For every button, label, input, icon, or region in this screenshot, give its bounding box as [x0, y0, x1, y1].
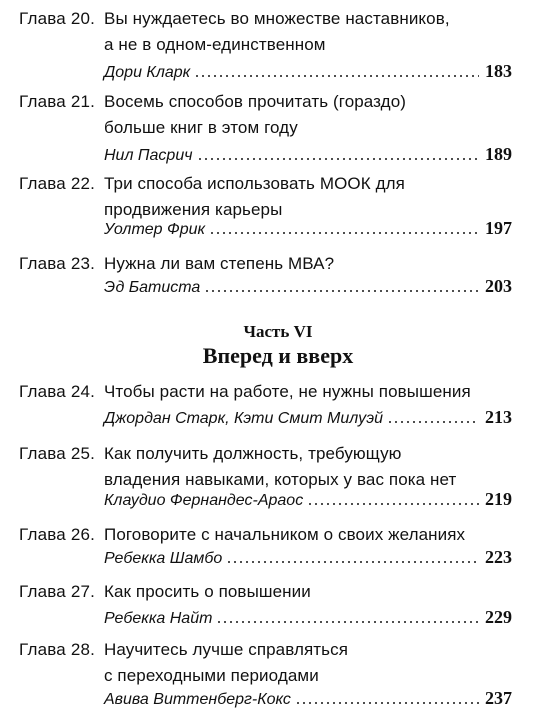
chapter-title-line: владения навыками, которых у вас пока нет — [104, 470, 457, 489]
page-number: 229 — [485, 607, 512, 627]
page-number: 219 — [485, 489, 512, 509]
chapter-title-line: Научитесь лучше справляться — [104, 640, 349, 659]
author-line — [104, 486, 512, 512]
author-line — [104, 404, 512, 430]
page-number: 203 — [485, 276, 512, 296]
part-title: Вперед и вверх — [202, 343, 354, 368]
chapter-number: Глава 21. — [19, 92, 96, 111]
dot-leader — [307, 503, 479, 505]
author-line — [104, 141, 512, 167]
author-line — [104, 544, 512, 570]
chapter-author: Джордан Старк, Кэти Смит Милуэй — [104, 410, 384, 427]
chapter-author: Дори Кларк — [104, 64, 191, 81]
chapter-title-line: Нужна ли вам степень МВА? — [104, 254, 335, 273]
chapter-title-line: а не в одном-единственном — [104, 35, 326, 54]
chapter-title-line: Три способа использовать МООК для — [104, 174, 405, 193]
author-line — [104, 685, 512, 711]
dot-leader — [387, 421, 479, 423]
page-number: 183 — [485, 61, 512, 81]
page-number: 223 — [485, 547, 512, 567]
author-line — [104, 604, 512, 630]
chapter-title — [104, 637, 534, 689]
dot-leader — [204, 290, 479, 292]
chapter-author: Авива Виттенберг-Кокс — [104, 691, 291, 708]
chapter-title-line: с переходными периодами — [104, 666, 319, 685]
author-line — [104, 273, 512, 299]
author-line — [104, 58, 512, 84]
chapter-number: Глава 28. — [19, 640, 96, 659]
chapter-number: Глава 23. — [19, 254, 96, 273]
dot-leader — [216, 621, 479, 623]
chapter-author: Эд Батиста — [104, 279, 201, 296]
chapter-title-line: больше книг в этом году — [104, 118, 298, 137]
dot-leader — [194, 75, 479, 77]
chapter-number: Глава 20. — [19, 9, 96, 28]
dot-leader — [226, 561, 479, 563]
dot-leader — [295, 702, 479, 704]
chapter-title — [104, 579, 534, 605]
dot-leader — [209, 232, 479, 234]
chapter-author: Клаудио Фернандес-Араос — [104, 492, 304, 509]
chapter-title-line: Поговорите с начальником о своих желаниях — [104, 525, 466, 544]
chapter-title-line: Чтобы расти на работе, не нужны повышения — [104, 382, 471, 401]
chapter-title-line: Вы нуждаетесь во множестве наставников, — [104, 9, 450, 28]
page-number: 213 — [485, 407, 512, 427]
part-label: Часть VI — [243, 322, 313, 341]
dot-leader — [197, 158, 480, 160]
chapter-number: Глава 24. — [19, 382, 96, 401]
author-line — [104, 215, 512, 241]
page-number: 237 — [485, 688, 512, 708]
chapter-number: Глава 22. — [19, 174, 96, 193]
chapter-number: Глава 26. — [19, 525, 96, 544]
page-number: 189 — [485, 144, 512, 164]
chapter-author: Нил Пасрич — [104, 147, 193, 164]
chapter-author: Ребекка Шамбо — [104, 550, 223, 567]
chapter-author: Ребекка Найт — [104, 610, 213, 627]
page-number: 197 — [485, 218, 512, 238]
chapter-title-line: продвижения карьеры — [104, 200, 283, 219]
chapter-title-line: Как просить о повышении — [104, 582, 311, 601]
chapter-number: Глава 27. — [19, 582, 96, 601]
chapter-title — [104, 6, 534, 58]
chapter-number: Глава 25. — [19, 444, 96, 463]
chapter-title-line: Восемь способов прочитать (гораздо) — [104, 92, 407, 111]
chapter-author: Уолтер Фрик — [104, 221, 206, 238]
chapter-title — [104, 379, 534, 405]
chapter-title — [104, 89, 534, 141]
chapter-title-line: Как получить должность, требующую — [104, 444, 402, 463]
